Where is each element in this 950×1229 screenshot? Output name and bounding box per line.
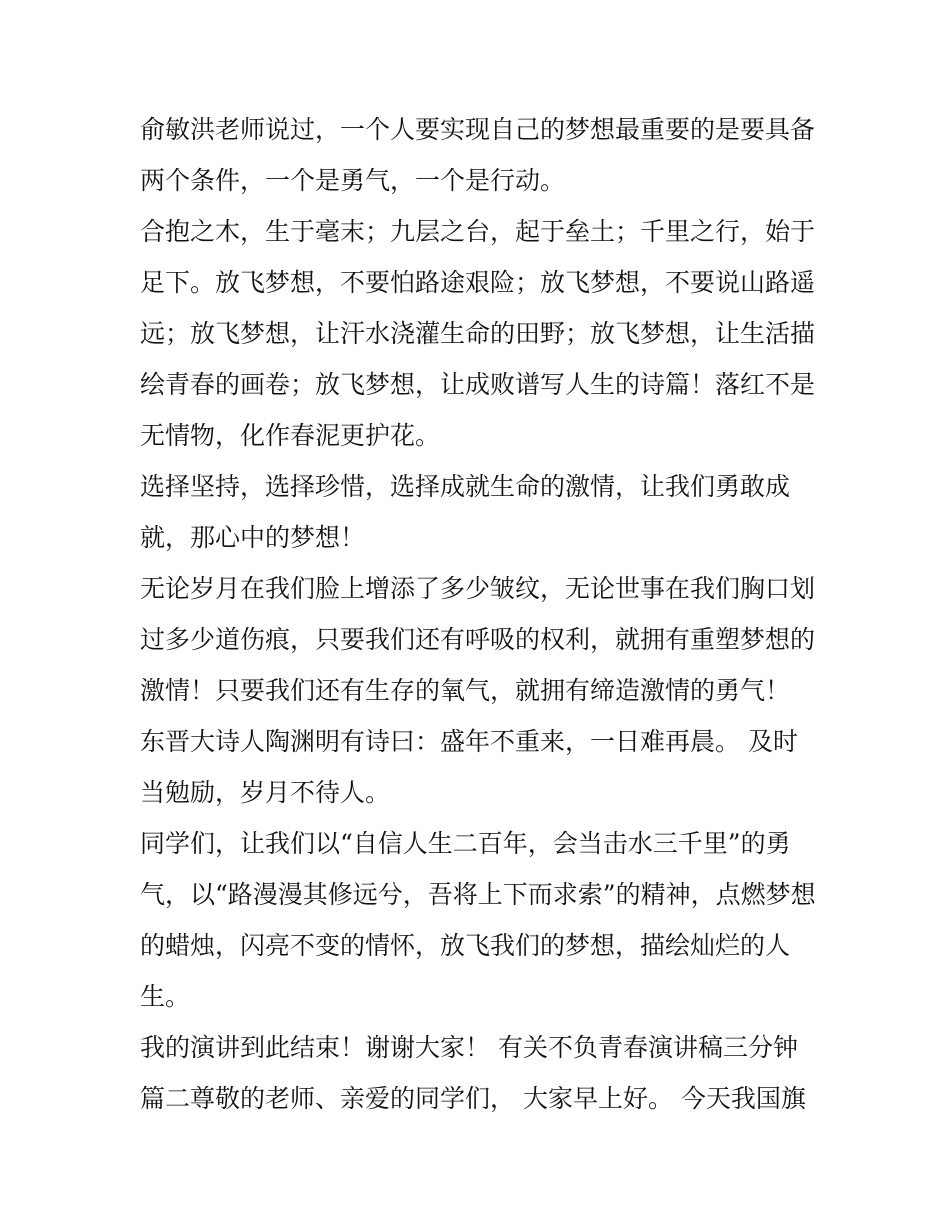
text-line: 东晋大诗人陶渊明有诗曰：盛年不重来，一日难再晨。 及时 — [140, 727, 798, 756]
text-line: 当勉励，岁月不待人。 — [140, 778, 391, 807]
text-line: 生。 — [140, 982, 191, 1011]
text-line: 绘青春的画卷；放飞梦想，让成败谱写人生的诗篇！落红不是 — [140, 370, 816, 399]
text-line: 同学们，让我们以“自信人生二百年，会当击水三千里”的勇 — [140, 829, 791, 858]
text-line: 我的演讲到此结束！谢谢大家！ 有关不负青春演讲稿三分钟 — [140, 1033, 798, 1062]
text-line: 的蜡烛，闪亮不变的情怀，放飞我们的梦想，描绘灿烂的人 — [140, 931, 791, 960]
text-line: 远；放飞梦想，让汗水浇灌生命的田野；放飞梦想，让生活描 — [140, 319, 816, 348]
text-line: 无情物，化作春泥更护花。 — [140, 421, 441, 450]
text-line: 两个条件，一个是勇气，一个是行动。 — [140, 166, 566, 195]
text-line: 过多少道伤痕，只要我们还有呼吸的权利，就拥有重塑梦想的 — [140, 625, 816, 654]
text-line: 无论岁月在我们脸上增添了多少皱纹，无论世事在我们胸口划 — [140, 574, 816, 603]
text-line: 激情！只要我们还有生存的氧气，就拥有缔造激情的勇气！ — [140, 676, 791, 705]
text-line: 篇二尊敬的老师、亲爱的同学们， 大家早上好。 今天我国旗 — [140, 1084, 806, 1113]
text-line: 俞敏洪老师说过，一个人要实现自己的梦想最重要的是要具备 — [140, 115, 816, 144]
text-line: 就，那心中的梦想！ — [140, 523, 366, 552]
text-line: 合抱之木，生于毫末；九层之台，起于垒土；千里之行，始于 — [140, 217, 816, 246]
text-line: 足下。放飞梦想，不要怕路途艰险；放飞梦想，不要说山路遥 — [140, 268, 816, 297]
text-line: 气，以“路漫漫其修远兮，吾将上下而求索”的精神，点燃梦想 — [140, 880, 816, 909]
document-body — [140, 104, 820, 1124]
text-line: 选择坚持，选择珍惜，选择成就生命的激情，让我们勇敢成 — [140, 472, 791, 501]
